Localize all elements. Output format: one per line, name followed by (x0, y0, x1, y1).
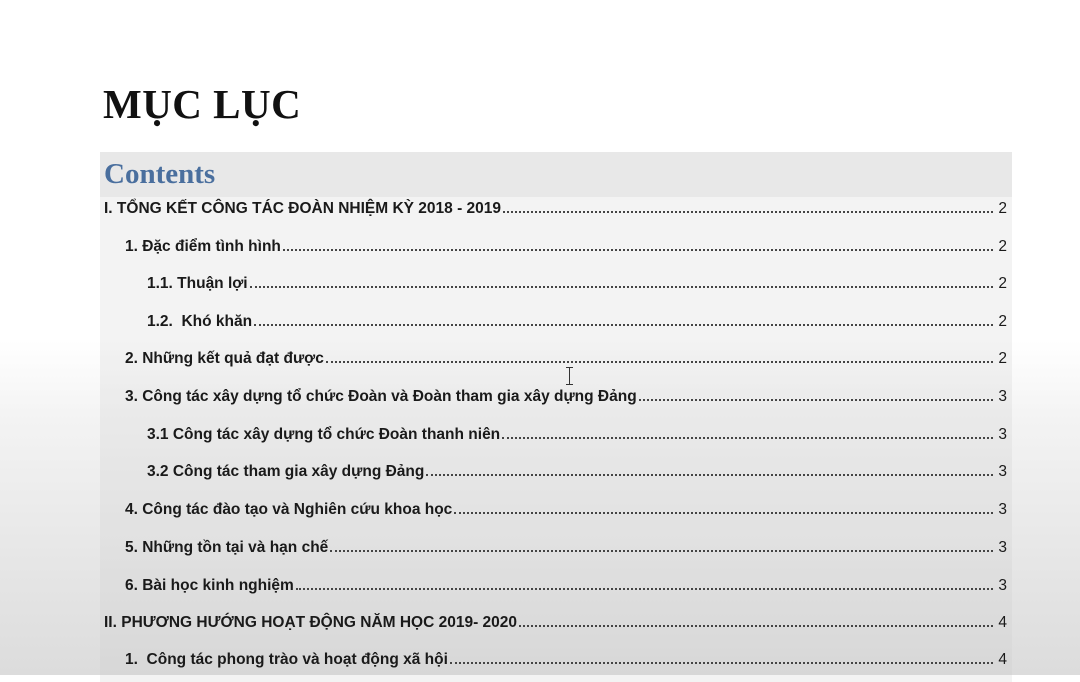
toc-dot-leader (502, 436, 993, 439)
toc-entry[interactable] (125, 501, 1007, 523)
toc-entry[interactable] (104, 200, 1007, 222)
toc-dot-leader (519, 624, 993, 627)
toc-entry-page: 4 (998, 651, 1007, 668)
toc-entry-title: 4. Công tác đào tạo và Nghiên cứu khoa học (125, 501, 453, 518)
page-title: MỤC LỤC (103, 81, 302, 127)
toc-entry-title: 1.2. Khó khăn (147, 313, 253, 330)
toc-entry-title: I. TỔNG KẾT CÔNG TÁC ĐOÀN NHIỆM KỲ 2018 - 2019 (104, 200, 502, 217)
toc-entry-title: 3.2 Công tác tham gia xây dựng Đảng (147, 463, 425, 480)
toc-entry[interactable] (125, 539, 1007, 561)
toc-entry-page: 3 (998, 463, 1007, 480)
toc-entry-page: 3 (998, 577, 1007, 594)
toc-entry[interactable] (147, 275, 1007, 297)
toc-dot-leader (250, 285, 993, 288)
toc-dot-leader (283, 248, 993, 251)
toc-entry-title: 1.1. Thuận lợi (147, 275, 248, 292)
contents-heading: Contents (104, 158, 216, 190)
toc-dot-leader (330, 549, 993, 552)
toc-dot-leader (326, 360, 993, 363)
toc-entry-title: 3.1 Công tác xây dựng tổ chức Đoàn thanh niên (147, 426, 501, 443)
toc-entry-page: 3 (998, 539, 1007, 556)
toc-entry[interactable] (104, 614, 1007, 636)
toc-entry[interactable] (125, 577, 1007, 599)
toc-entry-title: 6. Bài học kinh nghiệm (125, 577, 294, 594)
toc-entry-page: 2 (998, 200, 1007, 217)
toc-entry-title: 3. Công tác xây dựng tổ chức Đoàn và Đoàn tham gia xây dựng Đảng (125, 388, 637, 405)
toc-entry-page: 3 (998, 388, 1007, 405)
toc-dot-leader (503, 210, 993, 213)
toc-entry-title: 1. Công tác phong trào và hoạt động xã hội (125, 651, 448, 668)
i-beam-cursor-icon (566, 367, 574, 385)
toc-entry-page: 2 (998, 275, 1007, 292)
toc-field-shading (100, 152, 1012, 682)
toc-entry[interactable] (147, 463, 1007, 485)
toc-entry-title: II. PHƯƠNG HƯỚNG HOẠT ĐỘNG NĂM HỌC 2019- 2020 (104, 614, 518, 631)
toc-entry-title: 1. Đặc điểm tình hình (125, 238, 281, 255)
toc-entry-page: 2 (998, 350, 1007, 367)
toc-dot-leader (426, 473, 993, 476)
toc-entry[interactable] (125, 238, 1007, 260)
toc-entry-page: 3 (998, 426, 1007, 443)
toc-dot-leader (296, 587, 993, 590)
toc-dot-leader (639, 398, 993, 401)
toc-entry-title: 2. Những kết quả đạt được (125, 350, 324, 367)
toc-entry[interactable] (125, 651, 1007, 673)
toc-dot-leader (454, 511, 993, 514)
toc-entry-title: 5. Những tồn tại và hạn chế (125, 539, 329, 556)
toc-entry-page: 2 (998, 238, 1007, 255)
toc-field-header-shading (100, 152, 1012, 197)
toc-entry-page: 3 (998, 501, 1007, 518)
toc-entry[interactable] (125, 388, 1007, 410)
toc-dot-leader (450, 661, 993, 664)
toc-dot-leader (254, 323, 993, 326)
toc-entry[interactable] (147, 426, 1007, 448)
toc-entry-page: 4 (998, 614, 1007, 631)
toc-entry-page: 2 (998, 313, 1007, 330)
toc-entry[interactable] (147, 313, 1007, 335)
